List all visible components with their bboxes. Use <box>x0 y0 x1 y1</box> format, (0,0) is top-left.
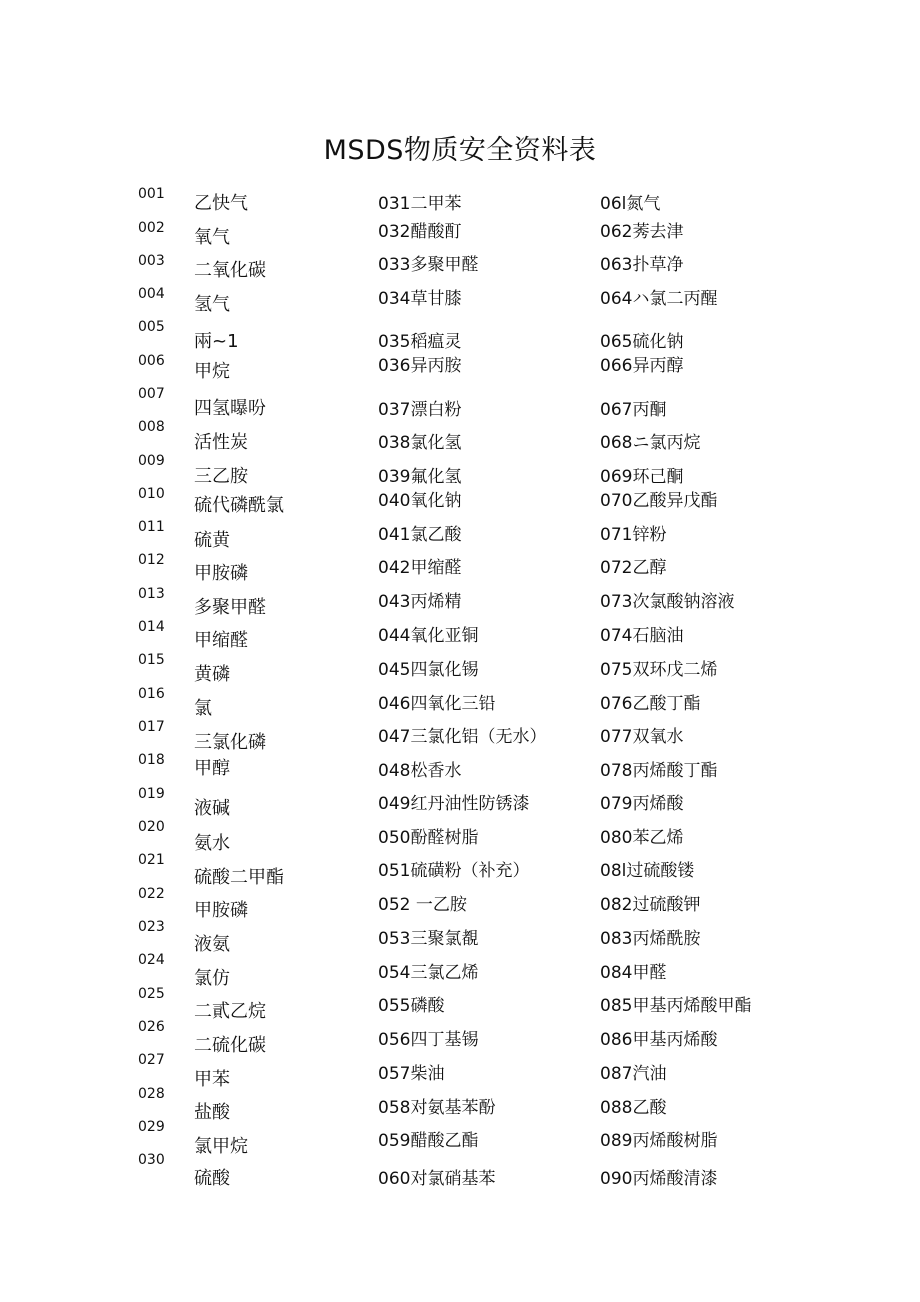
substance-name: 盐酸 <box>194 1102 230 1123</box>
row-number: 007 <box>138 386 165 402</box>
substance-entry: 035稻瘟灵 <box>378 332 462 352</box>
substance-name: 二貳乙烷 <box>194 1001 266 1022</box>
substance-name: 黄磷 <box>194 664 230 685</box>
row-number: 001 <box>138 186 165 202</box>
page-title: MSDS物质安全资料表 <box>323 135 597 166</box>
substance-entry: 089丙烯酸树脂 <box>600 1131 718 1151</box>
substance-entry: 059醋酸乙酯 <box>378 1131 479 1151</box>
row-number: 008 <box>138 419 165 435</box>
substance-name: 硫代磷酰氯 <box>194 495 284 516</box>
row-number: 030 <box>138 1152 165 1168</box>
substance-entry: 039氟化氢 <box>378 467 462 487</box>
substance-entry: 043丙烯精 <box>378 592 462 612</box>
substance-entry: 066异丙醇 <box>600 356 684 376</box>
row-number: 020 <box>138 819 165 835</box>
row-number: 004 <box>138 286 165 302</box>
substance-name: 乙快气 <box>194 193 248 214</box>
substance-name: 氧气 <box>194 227 230 248</box>
substance-entry: 06l氮气 <box>600 194 661 214</box>
substance-entry: 052 一乙胺 <box>378 895 467 915</box>
substance-entry: 082过硫酸钾 <box>600 895 701 915</box>
substance-name: 二氧化碳 <box>194 260 266 281</box>
substance-entry: 087汽油 <box>600 1064 667 1084</box>
substance-entry: 086甲基丙烯酸 <box>600 1030 718 1050</box>
substance-entry: 065硫化钠 <box>600 332 684 352</box>
substance-entry: 058对氨基苯酚 <box>378 1098 496 1118</box>
substance-entry: 036异丙胺 <box>378 356 462 376</box>
substance-entry: 071锌粉 <box>600 525 667 545</box>
substance-entry: 042甲缩醛 <box>378 558 462 578</box>
row-number: 012 <box>138 552 165 568</box>
substance-entry: 048松香水 <box>378 761 462 781</box>
substance-entry: 040氧化钠 <box>378 491 462 511</box>
row-number: 026 <box>138 1019 165 1035</box>
substance-entry: 046四氧化三铅 <box>378 694 496 714</box>
substance-entry: 084甲醛 <box>600 963 667 983</box>
substance-entry: 090丙烯酸清漆 <box>600 1169 718 1189</box>
row-number: 009 <box>138 453 165 469</box>
substance-entry: 069环己酮 <box>600 467 684 487</box>
row-number: 002 <box>138 220 165 236</box>
substance-entry: 053三聚氯覩 <box>378 929 479 949</box>
substance-entry: 056四丁基锡 <box>378 1030 479 1050</box>
substance-entry: 080苯乙烯 <box>600 828 684 848</box>
row-number: 025 <box>138 986 165 1002</box>
row-number: 024 <box>138 952 165 968</box>
substance-entry: 078丙烯酸丁酯 <box>600 761 718 781</box>
row-number: 016 <box>138 686 165 702</box>
substance-entry: 075双环戊二烯 <box>600 660 718 680</box>
substance-name: 甲醇 <box>194 758 230 779</box>
substance-name: 三乙胺 <box>194 466 248 487</box>
substance-entry: 057柴油 <box>378 1064 445 1084</box>
substance-entry: 070乙酸异戊酯 <box>600 491 718 511</box>
substance-entry: 054三氯乙烯 <box>378 963 479 983</box>
substance-entry: 032醋酸酊 <box>378 222 462 242</box>
row-number: 019 <box>138 786 165 802</box>
substance-entry: 063扑草净 <box>600 255 684 275</box>
substance-entry: 041氯乙酸 <box>378 525 462 545</box>
substance-entry: 064ハ氯二丙醒 <box>600 289 718 309</box>
substance-name: 氯 <box>194 698 212 719</box>
substance-name: 液氨 <box>194 934 230 955</box>
substance-name: 氯甲烷 <box>194 1136 248 1157</box>
row-number: 022 <box>138 886 165 902</box>
row-number: 021 <box>138 852 165 868</box>
substance-entry: 072乙醇 <box>600 558 667 578</box>
substance-name: 活性炭 <box>194 432 248 453</box>
row-number: 028 <box>138 1086 165 1102</box>
substance-entry: 051硫磺粉（补充） <box>378 861 530 881</box>
row-number: 015 <box>138 652 165 668</box>
substance-entry: 034草甘膝 <box>378 289 462 309</box>
row-number: 006 <box>138 353 165 369</box>
substance-name: 氨水 <box>194 833 230 854</box>
row-number: 010 <box>138 486 165 502</box>
substance-entry: 067丙酮 <box>600 400 667 420</box>
row-number: 003 <box>138 253 165 269</box>
row-number: 013 <box>138 586 165 602</box>
substance-entry: 062莠去津 <box>600 222 684 242</box>
substance-entry: 033多聚甲醛 <box>378 255 479 275</box>
substance-entry: 055磷酸 <box>378 996 445 1016</box>
row-number: 029 <box>138 1119 165 1135</box>
row-number: 017 <box>138 719 165 735</box>
substance-entry: 050酚醛树脂 <box>378 828 479 848</box>
substance-name: 多聚甲醛 <box>194 597 266 618</box>
substance-entry: 076乙酸丁酯 <box>600 694 701 714</box>
substance-name: 硫酸 <box>194 1168 230 1189</box>
substance-name: 硫黄 <box>194 530 230 551</box>
row-number: 023 <box>138 919 165 935</box>
substance-name: 二硫化碳 <box>194 1035 266 1056</box>
substance-entry: 068ニ氯丙烷 <box>600 433 701 453</box>
substance-name: 氢气 <box>194 294 230 315</box>
substance-name: 液碱 <box>194 798 230 819</box>
substance-entry: 044氧化亚铜 <box>378 626 479 646</box>
substance-name: 四氢曝吩 <box>194 398 266 419</box>
substance-entry: 08l过硫酸镂 <box>600 861 695 881</box>
substance-entry: 074石脑油 <box>600 626 684 646</box>
substance-name: 甲苯 <box>194 1069 230 1090</box>
substance-name: 甲胺磷 <box>194 900 248 921</box>
row-number: 018 <box>138 752 165 768</box>
substance-entry: 045四氯化锡 <box>378 660 479 680</box>
substance-entry: 031二甲苯 <box>378 194 462 214</box>
substance-name: 三氯化磷 <box>194 732 266 753</box>
substance-entry: 077双氧水 <box>600 727 684 747</box>
substance-entry: 037漂白粉 <box>378 400 462 420</box>
row-number: 014 <box>138 619 165 635</box>
substance-name: 兩~1 <box>194 331 239 352</box>
substance-name: 甲烷 <box>194 361 230 382</box>
substance-name: 硫酸二甲酯 <box>194 867 284 888</box>
substance-entry: 079丙烯酸 <box>600 794 684 814</box>
substance-entry: 085甲基丙烯酸甲酯 <box>600 996 752 1016</box>
substance-entry: 047三氯化铝（无水） <box>378 727 547 747</box>
substance-entry: 083丙烯酰胺 <box>600 929 701 949</box>
row-number: 027 <box>138 1052 165 1068</box>
substance-entry: 073次氯酸钠溶液 <box>600 592 735 612</box>
substance-entry: 060对氯硝基苯 <box>378 1169 496 1189</box>
substance-entry: 088乙酸 <box>600 1098 667 1118</box>
substance-entry: 038氯化氢 <box>378 433 462 453</box>
substance-name: 甲缩醛 <box>194 630 248 651</box>
row-number: 005 <box>138 319 165 335</box>
substance-name: 甲胺磷 <box>194 563 248 584</box>
row-number: 011 <box>138 519 165 535</box>
substance-name: 氯仿 <box>194 968 230 989</box>
substance-entry: 049红丹油性防锈漆 <box>378 794 530 814</box>
